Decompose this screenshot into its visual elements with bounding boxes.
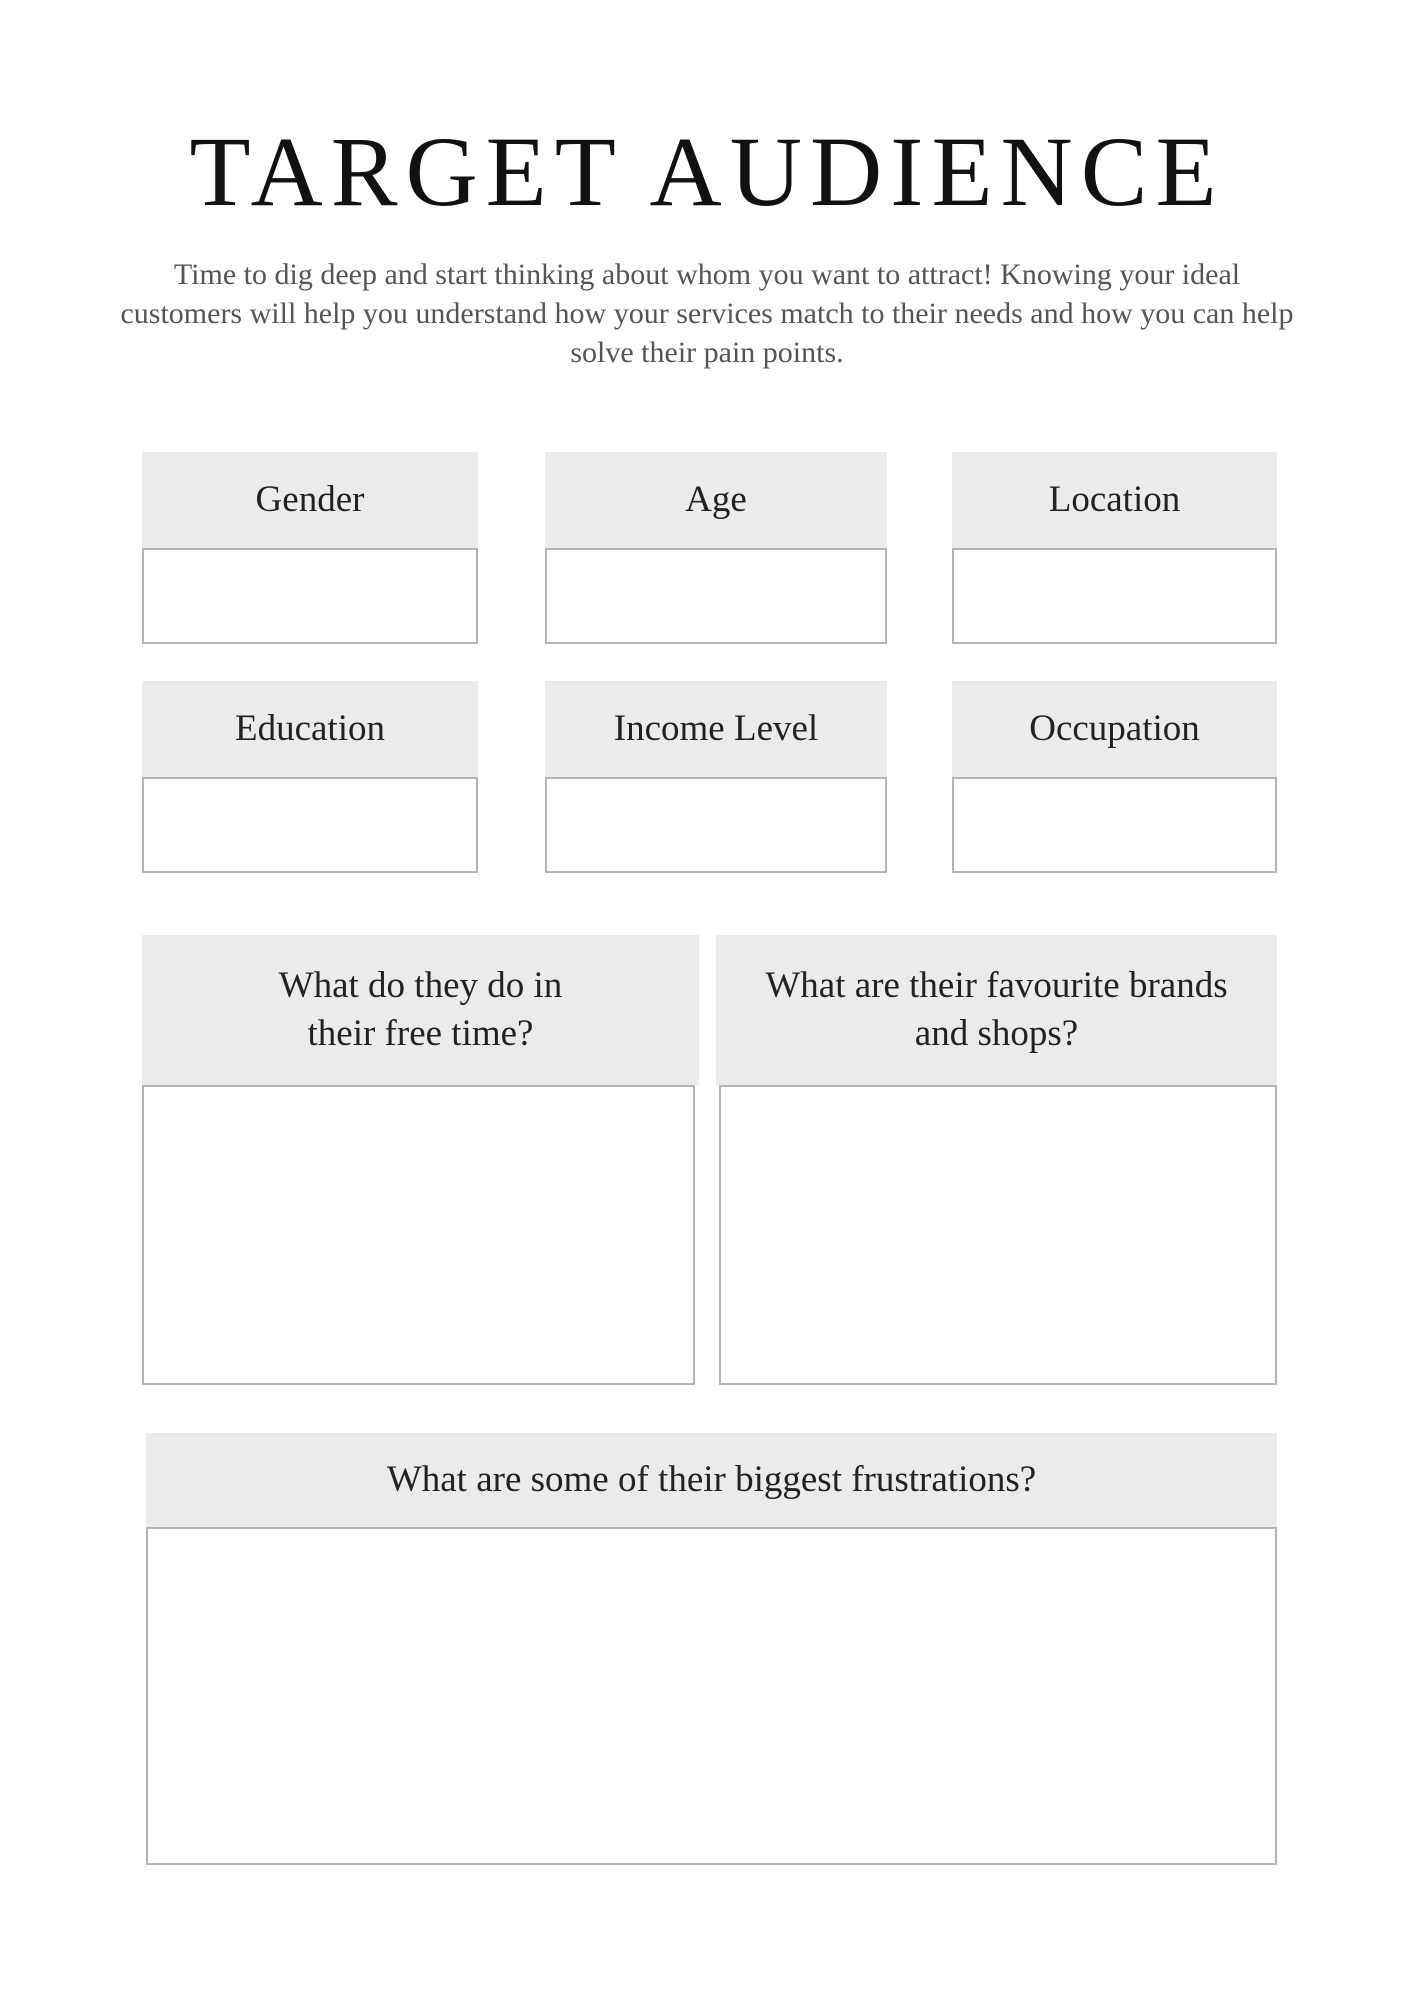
income-level-field[interactable] [545,777,887,873]
location-field[interactable] [952,548,1277,644]
education-card [142,681,478,873]
age-card [545,452,887,644]
brands-label [716,935,1277,1085]
income-level-card [545,681,887,873]
gender-label: Gender [142,452,478,548]
occupation-label: Occupation [952,681,1277,777]
gender-field[interactable] [142,548,478,644]
free-time-label [142,935,699,1085]
age-field[interactable] [545,548,887,644]
brands-card [716,935,1277,1385]
age-label: Age [545,452,887,548]
free-time-field[interactable] [142,1085,695,1385]
brands-label-line2: and shops? [914,1013,1079,1054]
frustrations-label: What are some of their biggest frustrations? [146,1433,1277,1527]
income-level-label: Income Level [545,681,887,777]
free-time-label-line2: their free time? [307,1013,534,1054]
frustrations-card [146,1433,1277,1865]
location-label: Location [952,452,1277,548]
education-field[interactable] [142,777,478,873]
brands-label-line1: What are their favourite brands [765,965,1228,1006]
brands-field[interactable] [719,1085,1277,1385]
free-time-card [142,935,699,1385]
gender-card [142,452,478,644]
frustrations-field[interactable] [146,1527,1277,1865]
intro-text: Time to dig deep and start thinking about whom you want to attract! Knowing your ideal customers will help you understand how your services match to their needs and how you can help solve their pain points. [120,258,1294,369]
free-time-label-line1: What do they do in [278,965,563,1006]
location-card [952,452,1277,644]
occupation-field[interactable] [952,777,1277,873]
page-title: TARGET AUDIENCE [189,116,1225,227]
education-label: Education [142,681,478,777]
occupation-card [952,681,1277,873]
